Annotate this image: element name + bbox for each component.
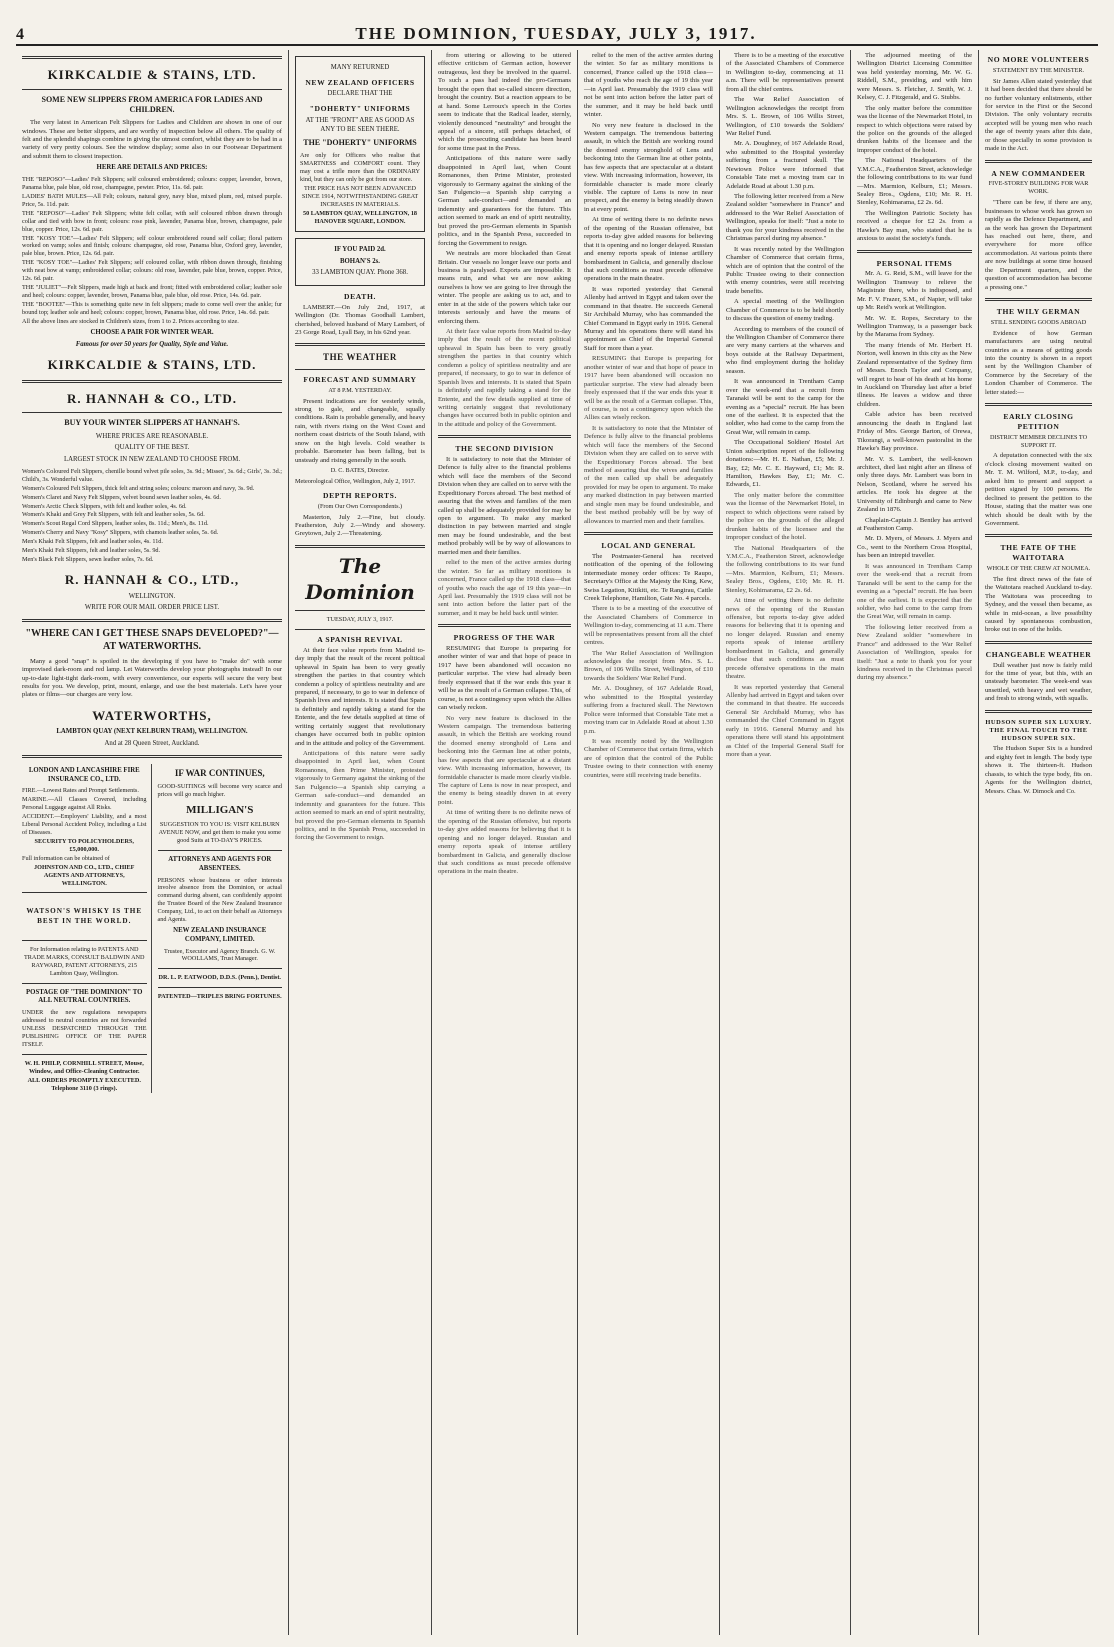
column-4 — [578, 50, 720, 1635]
waterworths-address: LAMBTON QUAY (NEXT KELBURN TRAM), WELLINGTON. — [56, 728, 248, 736]
divider — [22, 380, 282, 383]
milligan-ad-title: MILLIGAN'S — [186, 804, 254, 817]
kirkcaldie-item: THE "KOSY TOE"—Ladies' Felt Slippers; self colour embroidered round self collar; floral pattern worked on vamp; soles and finish; colours: champagne, old rose, Panama blue, Oxford grey, lavender, pale blue, brown. Price, 12s. 6d. pair. — [22, 234, 282, 258]
doherty-title: THE "DOHERTY" UNIFORMS — [303, 138, 417, 148]
insurance-line: SECURITY TO POLICYHOLDERS, £5,000,000. — [34, 837, 134, 853]
war-article-continued-3: At time of writing there is no definite news of the opening of the Russian offensive, but reports to-day give added reasons for believing that it is opening and no longer delayed. Russian and enemy reports speak of intense artillery bombardment in Galicia, and generally disclose that such conditions as must precede offensive operations in the main theatre. — [584, 216, 713, 283]
kirkcaldie-ad-headline: SOME NEW SLIPPERS FROM AMERICA FOR LADIES AND CHILDREN. — [41, 94, 263, 114]
kirkcaldie-ad-intro: The very latest in American Felt Slippers for Ladies and Children are shown in one of our windows. These are better slippers, and are worthy of inspection below all others. The quality of felt and the splendid shapings combine in giving the utmost comfort, whilst they are to be had in a variety of very pretty colours. See the window display; some also in our Footwear Department and submit them to closest inspection. — [22, 119, 282, 160]
spanish-revival-body: At their face value reports from Madrid to-day imply that the result of the recent political upheaval in Spain has been to very greatly strengthen the parties in that country which condemn a policy of spiritless neutrality and are prepared, if necessary, to go to war in defence of Spanish lives and interests. It is stated that Spain is definitely and rapidly taking a stand for the Entente, and the few details supplied at time of writing certainly suggest that revolutionary changes have occurred both in public opinion and in the attitude and policy of the Government. — [295, 646, 425, 747]
war-article-continued-2: No very new feature is disclosed in the Western campaign. The tremendous battering assault, in which the British are working round the doomed enemy stronghold of Lens and beckoning into the German line at other points, has few aspects that are spectacular at a distant view. With increasing information, however, its formidable character is made more clearly visible. The capture of Lens is now in near prospect, and the enemy is being steadily drawn in at every point. — [584, 121, 713, 213]
divider — [158, 987, 283, 988]
hannah-item: Women's Coloured Felt Slippers, thick felt and string soles; colours: maroon and navy, 3s. 9d. — [22, 484, 255, 492]
divider — [985, 160, 1092, 163]
bottom-ads-grid — [22, 764, 282, 1094]
hannah-ad-headline: BUY YOUR WINTER SLIPPERS AT HANNAH'S. — [64, 418, 240, 428]
personal-item: It was announced in Trentham Camp over the week-end that a recruit from Taranaki will be sent to the camp for the evening as a "special" recruit. He has been one of the earliest. It is expected that the soldier, who had come to the camp from the Great War, will remain in camp. — [857, 562, 972, 621]
hannah-item: Women's Arctic Check Slippers, with felt and leather soles, 4s. 6d. — [22, 502, 187, 510]
progress-of-war-body-3: At time of writing there is no definite news of the opening of the Russian offensive, but reports to-day give added reasons for believing that it is opening and no longer delayed. Russian and enemy reports speak of intense artillery bombardment in Galicia, and generally disclose that such conditions as must precede offensive operations in the main theatre. — [438, 809, 571, 876]
attorneys-ad-body: PERSONS whose business or other interests involve absence from the Dominion, or actual command during absent, can confidently appoint the Trustee Board of the New Zealand Insurance Company, Ltd., to act on their behalf as Attorneys and Agents. — [157, 876, 282, 924]
column-advertisements — [16, 50, 289, 1635]
spanish-revival-continued-4: At their face value reports from Madrid to-day imply that the result of the recent political upheaval in Spain has been to very greatly strengthen the parties in that country which condemn a policy of spiritless neutrality and are prepared, if necessary, to go to war in defence of Spanish lives and interests. It is stated that Spain is definitely and rapidly taking a stand for the Entente, and the few details supplied at time of writing certainly suggest that revolutionary changes have occurred both in public opinion and in the attitude and policy of the Government. — [438, 328, 571, 428]
doherty-line: DECLARE THAT THE — [327, 90, 393, 98]
hudson-heading: HUDSON SUPER SIX LUXURY. THE FINAL TOUCH TO THE HUDSON SUPER SIX. — [985, 718, 1092, 743]
personal-item: Mr. D. Myers, of Messrs. J. Myers and Co., went to the Northern Cross Hospital, has been an intrepid traveller. — [857, 535, 972, 560]
local-item: It was announced in Trentham Camp over the week-end that a recruit from Taranaki will be sent to the camp for the evening as a "special" recruit. He has been one of the earliest. It is expected that the soldier, who had come to the camp from the Great War, will remain in camp. — [726, 378, 844, 436]
insurance-line: MARINE.—All Classes Covered, including Personal Luggage against All Risks. — [22, 796, 147, 812]
insurance-line: FIRE.—Lowest Rates and Prompt Settlements. — [22, 787, 139, 795]
local-item: The War Relief Association of Wellington acknowledges the receipt from Mrs. S. L. Brown, of 106 Willis Street, Wellington, of £10 towards the Soldiers' War Relief Fund. — [726, 96, 844, 137]
local-item: A special meeting of the Wellington Chamber of Commerce is to be held shortly to discuss the question of enemy trading. — [726, 298, 844, 323]
wily-german-heading: THE WILY GERMAN — [996, 307, 1081, 316]
kirkcaldie-ad-details: HERE ARE DETAILS AND PRICES: — [96, 164, 208, 172]
local-item: The National Headquarters of the Y.M.C.A., Featherston Street, acknowledge the following contributions to its war fund—Mrs. Marmion, Kelburn, £1; Messrs. Sealey Bros., Ogdens, £10; Mr. R. H. Stenley, Kohimarama, £2 2s. 6d. — [726, 544, 844, 594]
early-closing-sub: DISTRICT MEMBER DECLINES TO SUPPORT IT. — [989, 433, 1088, 449]
early-closing-body: A deputation connected with the six o'clock closing movement waited on Mr. T. M. Wilford, M.P., to-day, and asked him to present and support a petition signed by 100 persons. He declined to present the petition to the House, stating that the matter was one which should be dealt with by the Government. — [985, 452, 1092, 527]
kirkcaldie-item: THE "KOSY TOE"—Ladies' Felt Slippers; self coloured collar, with ribbon drawn through, finishing with neat bow at vamp; embroidered collar; colours: old rose, lavender, pale blue, brown, copper. Price, 12s. 6d. pair. — [22, 259, 282, 283]
no-more-volunteers-sub: STATEMENT BY THE MINISTER. — [992, 66, 1085, 74]
local-general-body-3: The War Relief Association of Wellington acknowledges the receipt from Mrs. S. L. Brown, of 106 Willis Street, Wellington, of £10 towards the Soldiers' War Relief Fund. — [584, 649, 713, 682]
forecast-heading: FORECAST AND SUMMARY — [303, 374, 417, 384]
local-item: Mr. A. Doughney, of 167 Adelaide Road, who submitted to the Hospital yesterday suffering from a fractured skull. The Newtown Police were informed that Constable Tate met a moving tram car in Adelaide Road at about 1.30 p.m. — [726, 140, 844, 190]
local-item: The Wellington Patriotic Society has received a cheque for £2 2s. from a Hawke's Bay man, who stated that he is anxious to assist the society's funds. — [857, 209, 972, 243]
personal-item: Mr. V. S. Lambert, the well-known architect, died last night after an illness of only three days. Mr. Lambert was born in Nelson, Scotland, where he served his articles. He took his degree at the University of Edinburgh and came to New Zealand in 1876. — [857, 455, 972, 514]
kirkcaldie-item: THE "REPOSO"—Ladies' Felt Slippers; white felt collar, with self coloured ribbon drawn through collar and tied with bow in front; colours: rose pink, lavender, Panama blue, brown, champagne, pale blue, copper. Price, 12s. 6d. pair. — [22, 209, 282, 233]
divider — [985, 534, 1092, 537]
if-war-ad-body: GOOD-SUITINGS will become very scarce and prices will go much higher. — [157, 783, 282, 799]
philp-ad: W. H. PHILP, CORNHILL STREET, Mouse, Window, and Office-Cleaning Contractor. — [24, 1059, 144, 1075]
changeable-weather-heading: CHANGEABLE WEATHER — [985, 649, 1092, 659]
patents-ad: For Information relating to PATENTS AND TRADE MARKS, CONSULT BALDWIN AND RAYWARD, PATENT ATTORNEYS, 215 Lambton Quay, Wellington. — [24, 945, 145, 977]
insurance-line: Full information can be obtained of — [22, 854, 110, 862]
local-general-body-2: There is to be a meeting of the executive of the Associated Chambers of Commerce in Wellington to-day, commencing at 11 a.m. There will be representatives present from all the chief centres. — [584, 605, 713, 647]
column-2 — [289, 50, 432, 1635]
local-general-body: The Postmaster-General has received notification of the opening of the following intermediate money order offices: Te Raupo, Secretary's Office at the Majesty the King, Kew, Swiss Legation, Kitikiti, etc. Te Rangirau, Cattle Creek Telephone, Hamilton, Gate No. 4 parcels. — [584, 552, 713, 602]
death-notice: LAMBERT.—On July 2nd, 1917, at Wellington (Dr. Thomas Goodhall Lambert, cherished, beloved husband of Mary Lambert, of 23 Gorge Road, Lyall Bay, in his 62nd year. — [295, 303, 425, 336]
progress-of-war-body: RESUMING that Europe is preparing for another winter of war and that hope of peace in 1917 have been abandoned will occasion no particular surprise. The view had already been freely expressed that if the war ends this year it will be as the result of a German collapse. This, of course, is not a contingency upon which the Allies can wisely reckon. — [438, 645, 571, 712]
forecast-signature: D. C. BATES, Director. — [330, 467, 390, 475]
bohans-line: BOHAN'S 2s. — [339, 257, 381, 265]
meteorological-office: Meteorological Office, Wellington, July 2, 1917. — [295, 478, 416, 485]
spanish-revival-continued-2: Anticipations of this nature were sadly disappointed in April last, when Count Romanones, then Prime Minister, protested vigorously to Germany against the sinking of the San Fulgencio—a Spanish ship carrying a German safe-conduct—and demanded an indemnity and guarantees for the future. This action seemed to mark an end of spirit neutrality, but proved the pro-German elements in Spanish politics, and in the Spanish Press, succeeded in forcing the Government to resign. — [438, 155, 571, 247]
local-item: It was recently noted by the Wellington Chamber of Commerce that certain firms, which are of opinion that the control of the Public Trustee owing to their connection with enemy countries, were still receiving trade benefits. — [726, 245, 844, 295]
personal-items-heading: PERSONAL ITEMS — [876, 258, 953, 268]
hannah-item: Men's Khaki Felt Slippers, felt and leather soles, 4s. 11d. — [22, 538, 163, 546]
doherty-line: AT THE "FRONT" ARE AS GOOD AS ANY TO BE SEEN THERE. — [305, 116, 415, 133]
forecast-time: AT 8 P.M. YESTERDAY. — [328, 386, 392, 394]
war-article-continued-6: It is satisfactory to note that the Minister of Defence is fully alive to the financial problems which will face the members of the Second Division when they are called on to serve with the Expeditionary Forces abroad. The best method of assuring that the wives and families of the men called up shall be adequately provided for may be open to argument. To make any marked distinction in pay between married and single men may be found undesirable, and the best method probably will be by way of allowances to married men and their families. — [584, 424, 713, 525]
second-division-body-2: relief to the men of the active armies during the winter. So far as military monitions is concerned, France called up the 1918 class—that of youths who reach the age of 19 this year—in April last. Presumably the 1919 class will not be sent into action before the latter part of the summer, and it may be held back until winter. — [438, 559, 571, 617]
divider — [438, 624, 571, 627]
hannah-ad-line: WHERE PRICES ARE REASONABLE. — [95, 432, 209, 440]
war-article-continued: relief to the men of the active armies during the winter. So far as military monitions is concerned, France called up the 1918 class—that of youths who reach the age of 19 this year—in April last. Presumably the 1919 class will not be sent into action before the latter part of the summer, and it may be held back until winter. — [584, 52, 713, 119]
local-item: The adjourned meeting of the Wellington District Licensing Committee was held yesterday morning, Mr. W. G. Riddell, S.M., presiding, and with him were Messrs. S. Fletcher, J. Smith, W. J. Kelsey, C. J. Fitzgerald, and G. Stubbs. — [857, 52, 972, 102]
dominion-date: TUESDAY, JULY 3, 1917. — [326, 616, 394, 624]
kirkcaldie-ad-title: KIRKCALDIE & STAINS, LTD. — [47, 67, 257, 82]
insurance-ad-title: LONDON AND LANCASHIRE FIRE INSURANCE CO., LTD. — [28, 766, 140, 783]
doherty-line: MANY RETURNED — [330, 64, 390, 71]
hudson-body: The Hudson Super Six is a hundred and eighty feet in length. The body type shows it. The thirteen-ft. Hudson chassis, to which the type body, fits on. Agents for the Wellington district, Messrs. Chas. W. Dimock and Co. — [985, 745, 1092, 795]
doherty-line: "DOHERTY" UNIFORMS — [309, 104, 411, 114]
page-number: 4 — [16, 26, 24, 43]
local-item: The National Headquarters of the Y.M.C.A., Featherston Street, acknowledge the following contributions to its war fund—Mrs. Marmion, Kelburn, £1; Messrs. Sealey Bros., Ogdens, £10; Mr. R. H. Stenley, Kohimarama, £2 2s. 6d. — [857, 157, 972, 207]
waterworths-title: WATERWORTHS, — [92, 707, 212, 723]
waitotara-heading: THE FATE OF THE WAITOTARA — [1000, 543, 1077, 563]
kirkcaldie-ad-footer: KIRKCALDIE & STAINS, LTD. — [47, 357, 257, 373]
local-item: The following letter received from a New Zealand soldier "somewhere in France" and addressed to the War Relief Association of Wellington, speaks for itself: "Just a note to thank you for your kindness received in the Christmas parcel during my absence." — [726, 193, 844, 243]
kirkcaldie-item: THE "BOOTEE"—This is something quite new in felt slippers; made to come well over the ankle; fur bound top; leather sole and heel; colours: copper, brown, Panama blue, old rose. Price, 14s. 6d. pair. — [22, 301, 282, 316]
patented-ad: PATENTED—TRIPLES BRING FORTUNES. — [157, 993, 282, 1001]
column-6 — [851, 50, 979, 1635]
divider — [22, 1054, 147, 1055]
trustee-ad: Trustee, Executor and Agency Branch. G. W. WOOLLAMS, Trust Manager. — [164, 947, 276, 963]
spanish-revival-continued: from uttering or allowing to be uttered effective criticism of German action, however outrageous, lest they be involved in the quarrel. To such a pass had indeed the pro-Germans brought the open that so-called sincere direction, brought the country. But a reaction appears to be at hand. Some Lerroux's speech in the Cortes seem to indicate that the Radical leader, sternly, violently denounced "neutrality" and brought the appeal of a sincere, still perhaps detached, of which the prosecuting candidate has been heard for some time past in the Press. — [438, 52, 571, 152]
column-7 — [979, 50, 1098, 1635]
divider — [295, 629, 425, 630]
bohans-line: IF YOU PAID 2d. — [334, 245, 386, 253]
early-closing-heading: EARLY CLOSING PETITION — [1003, 412, 1074, 431]
divider — [985, 710, 1092, 713]
local-item: The only matter before the committee was the license of the Newmarket Hotel, in respect to which objections were raised by the police on the grounds of the alleged drunken habits of the licensee and the improper conduct of the hotel. — [726, 491, 844, 542]
watsons-whisky-ad: WATSON'S WHISKY IS THE BEST IN THE WORLD. — [26, 907, 143, 925]
second-division-heading: THE SECOND DIVISION — [455, 444, 554, 454]
divider — [22, 89, 282, 90]
waterworths-address-2: And at 28 Queen Street, Auckland. — [104, 740, 200, 748]
personal-item: Cable advice has been received announcing the death in England last Friday of Mrs. George Barton, of Orewa, Tikorangi, a well-known pastoralist in the Hawke's Bay province. — [857, 411, 972, 453]
divider — [22, 983, 147, 984]
divider — [295, 610, 425, 611]
insurance-line: JOHNSTON AND CO., LTD., CHIEF AGENTS AND ATTORNEYS, WELLINGTON. — [34, 863, 135, 887]
second-division-body: It is satisfactory to note that the Minister of Defence is fully alive to the financial problems which will face the members of the Second Division when they are called on to serve with the Expeditionary Forces abroad. The best method of assuring that the wives and families of the men called up shall be adequately provided for may be open to argument. To make any marked distinction in pay between married and single men may be found undesirable, and the best method probably will be by way of allowances to married men and their families. — [438, 455, 571, 556]
divider — [22, 412, 282, 413]
personal-item: The many friends of Mr. Herbert H. Norton, well known in this city as the New Zealand representative of the Sydney firm of Messrs. Enoch Taylor and Company, will regret to hear of his death at his home in Auckland on Thursday last after a brief illness. He leaves a widow and three children. — [857, 341, 972, 408]
weather-heading: THE WEATHER — [322, 352, 398, 363]
no-more-volunteers-body: Sir James Allen stated yesterday that it had been decided that there should be no further voluntary enlistments, either for service in the First or the Second Division. The only voluntary recruits accepted will be young men who reach the age of twenty years after this date, or those specially in some provision is made in the Act. — [985, 77, 1092, 153]
local-item: There is to be a meeting of the executive of the Associated Chambers of Commerce in Wellington to-day, commencing at 11 a.m. There will be representatives present from all the chief centres. — [726, 52, 844, 93]
postage-notice-body: UNDER the new regulations newspapers addressed to neutral countries are not forwarded UNLESS DESPATCHED THROUGH THE PUBLISHING OFFICE OF THE PAPER ITSELF. — [22, 1009, 147, 1048]
newspaper-masthead — [16, 22, 1098, 46]
hannah-ad-line: LARGEST STOCK IN NEW ZEALAND TO CHOOSE FROM. — [63, 456, 241, 464]
divider — [857, 250, 972, 253]
divider — [22, 56, 282, 59]
spanish-revival-continued-3: We neutrals are more blockaded than Great Britain. Our vessels no longer leave our ports and business is paralysed. Exports are impossible. It means ruin, and what we are now asking ourselves is how we are going to live through the winter. The people are asking us to act, and to enter in at the side of the powers which take our interests seriously and have the means of enforcing them. — [438, 250, 571, 325]
local-item: The only matter before the committee was the license of the Newmarket Hotel, in respect to which objections were raised by the police on the grounds of the alleged drunken habits of the licensee and the improper conduct of the hotel. — [857, 104, 972, 154]
waitotara-body: The first direct news of the fate of the Waitotara reached Auckland to-day. The Waitotara was proceeding to Sydney, and the vessel then became, as while in mid-ocean, a live possibility caused by spontaneous combustion, broke out in one of the holds. — [985, 575, 1092, 634]
if-war-ad-title: IF WAR CONTINUES, — [174, 767, 265, 778]
column-3 — [432, 50, 578, 1635]
postage-notice-title: POSTAGE OF "THE DOMINION" TO ALL NEUTRAL COUNTRIES. — [26, 988, 143, 1005]
hannah-item: Women's Scout Regal Cord Slippers, leather soles, 8s. 11d.; Men's, 8s. 11d. — [22, 520, 209, 528]
column-5 — [720, 50, 851, 1635]
personal-item: Mr. A. G. Reid, S.M., will leave for the Wellington Tramway to relieve the Magistrate there, who is indisposed, and Mr. F. V. Frazer, S.M., of Napier, will take up Mr. Reid's work at Wellington. — [857, 270, 972, 312]
bohans-ad — [295, 238, 425, 286]
divider — [295, 369, 425, 370]
commandeer-heading: A NEW COMMANDEER — [991, 168, 1086, 178]
dentist-ad: DR. L. P. EATWOOD, D.D.S. (Penn.), Dentist. — [158, 974, 281, 982]
philp-ad-footer: ALL ORDERS PROMPTLY EXECUTED. Telephone 3110 (3 rings). — [27, 1076, 141, 1092]
divider — [295, 545, 425, 548]
kirkcaldie-item: THE "JULIET"—Felt Slippers, made high at back and front; fitted with embroidered collar; leather sole and heel; colours: copper, lavender, brown, Panama blue, pale blue, old rose. Price, 14s. 6d. pair. — [22, 284, 282, 300]
hannah-item: Men's Khaki Felt Slippers, felt and leather soles, 5s. 9d. — [22, 547, 161, 555]
kirkcaldie-children-note: All the above lines are stocked in Children's sizes, from 1 to 2. Prices according to size. — [22, 317, 239, 325]
progress-of-war-heading: PROGRESS OF THE WAR — [453, 633, 556, 643]
attorneys-ad-title: ATTORNEYS AND AGENTS FOR ABSENTEES. — [168, 856, 272, 872]
local-general-body-5: It was recently noted by the Wellington Chamber of Commerce that certain firms, which are of opinion that the control of the Public Trustee owing to their connection with enemy countries, were still receiving trade benefits. — [584, 737, 713, 779]
local-item: According to members of the council of the Wellington Chamber of Commerce there are very many carriers at the wharves and boys outside at the Railway Department, who find employment during the holiday season. — [726, 325, 844, 375]
commandeer-body: "There can be few, if there are any, businesses to whose work has grown so rapidly as the Defence Department, and as the work has grown the Department has reached out here, there, and everywhere for more office accommodation. At various points there are now buildings at some time housed the Department quarters, and the question of accommodation has become a pressing one." — [985, 199, 1092, 291]
depth-reports-heading: DEPTH REPORTS. — [323, 490, 397, 500]
personal-item: Chaplain-Captain J. Bentley has arrived at Featherston Camp. — [857, 516, 972, 533]
bottom-ads-right — [158, 764, 283, 1094]
kirkcaldie-item: THE "REPOSO"—Ladies' Felt Slippers; self coloured embroidered; colours: copper, lavender, brown, Panama blue, pale blue, old rose, champagne, pewter. Price, 11s. 6d. pair. — [22, 175, 282, 191]
death-heading: DEATH. — [344, 291, 376, 301]
newspaper-title: THE DOMINION, TUESDAY, JULY 3, 1917. — [355, 24, 757, 43]
personal-item: Mr. W. E. Ropes, Secretary to the Wellington Tramway, is a passenger back by the Marama from Sydney. — [857, 314, 972, 339]
hannah-ad-title: R. HANNAH & CO., LTD. — [66, 390, 238, 406]
local-general-body-4: Mr. A. Doughney, of 167 Adelaide Road, who submitted to the Hospital yesterday suffering from a fractured skull. The Newtown Police were informed that Constable Tate met a moving tram car in Adelaide Road at about 1.30 p.m. — [584, 685, 713, 735]
hannah-item: Men's Black Felt Slippers, sewn leather soles, 7s. 6d. — [22, 556, 154, 564]
bohans-address: 33 LAMBTON QUAY. Phone 368. — [312, 269, 408, 277]
local-item: It was reported yesterday that General Allenby had arrived in Egypt and taken over the command in that theatre. He succeeds General Sir Archibald Murray, who has commanded the Chief Command in Egypt early in 1916. General Murray and his operations there will stand his appointment as Chief of the Imperial General Staff for more than a year. — [726, 683, 844, 758]
wily-german-body: Evidence of how German manufacturers are using neutral countries as a means of getting goods into the country is shown in a report sent by the Wellington Chamber of Commerce by the Secretary of the London Chamber of Commerce. The letter stated:— — [985, 329, 1092, 396]
page-columns — [16, 50, 1098, 1635]
divider — [22, 892, 147, 893]
divider — [985, 298, 1092, 301]
changeable-weather-body: Dull weather just now is fairly mild for the time of year, but this, with an unsteady barometer. The week-end was unsettled, with heavy and wet weather, and fresh to strong winds, with squalls. — [985, 661, 1092, 703]
doherty-ad — [295, 56, 425, 232]
local-item: The Occupational Soldiers' Hostel Art Union subscription report of the following donations:—Mr. H. E. Nathan, £5; Mr. J. Bay, £2; Mr. C. E. Hayward, £1; Mr. R. Hamilton, Hawkes Bay, £1; Mr. C. Edwards, £1. — [726, 439, 844, 489]
spanish-revival-body-2: Anticipations of this nature were sadly disappointed in April last, when Count Romanones, then Prime Minister, protested vigorously to Germany against the sinking of the San Fulgencio—a Spanish ship carrying a German safe-conduct—and demanded an indemnity and guarantees for the future. This action seemed to mark an end of spirit neutrality, but proved the pro-German elements in Spanish politics, and in the Spanish Press, succeeded in forcing the Government to resign. — [295, 750, 425, 842]
commandeer-sub: FIVE-STOREY BUILDING FOR WAR WORK. — [988, 180, 1089, 196]
doherty-text: Are only for Officers who realise that SMARTNESS and COMFORT count. They may cost a trifle more than the ORDINARY kind, but they can only be got from our store. — [300, 152, 420, 184]
doherty-line: NEW ZEALAND OFFICERS — [305, 77, 415, 87]
depth-reports-sub: (From Our Own Correspondents.) — [317, 502, 403, 510]
doherty-address: 50 LAMBTON QUAY, WELLINGTON, 18 HANOVER SQUARE, LONDON. — [302, 209, 418, 225]
divider — [22, 755, 282, 758]
war-article-continued-4: It was reported yesterday that General Allenby had arrived in Egypt and taken over the command in that theatre. He succeeds General Sir Archibald Murray, who has commanded the Chief Command in Egypt early in 1916. General Murray and his operations there will stand his appointment as Chief of the Imperial General Staff for more than a year. — [584, 285, 713, 352]
kirkcaldie-item: LADIES' BATH MULES—All Felt; colours, natural grey, navy blue, mixed plum, red, mixed purple. Price, 5s. 11d. pair. — [22, 192, 282, 208]
nz-insurance-ad: NEW ZEALAND INSURANCE COMPANY, LIMITED. — [173, 927, 267, 943]
kirkcaldie-famous: Famous for over 50 years for Quality, Style and Value. — [75, 340, 229, 348]
hannah-ad-city: WELLINGTON. — [128, 592, 176, 600]
spanish-revival-heading: A SPANISH REVIVAL — [317, 635, 403, 645]
dominion-nameplate: The Dominion — [305, 553, 415, 604]
waterworths-body: Many a good "snap" is spoiled in the developing if you have to "make do" with some improvised dark-room and red lamp. Let Waterworths develop your photographs instead! In our up-to-date light-tight dark-room, with every convenience, our experts will secure the very best results for you. We develop, print, mount, enlarge, and use the best materials. Let's have your plates or films—our charges are very low. — [22, 657, 282, 699]
war-article-continued-5: RESUMING that Europe is preparing for another winter of war and that hope of peace in 1917 have been abandoned will occasion no particular surprise. The view had already been freely expressed that if the war ends this year it will be as the result of a German collapse. This, of course, is not a contingency upon which the Allies can wisely reckon. — [584, 355, 713, 422]
hannah-item: Women's Coloured Felt Slippers, chenille bound velvet pile soles, 3s. 9d.; Misses', 3s. 6d.; Girls', 3s. 3d.; Child's, 3s. Wonderful value. — [22, 467, 282, 483]
divider — [584, 532, 713, 535]
hannah-item: Women's Claret and Navy Felt Slippers, velvet bound sewn leather soles, 4s. 6d. — [22, 493, 221, 501]
hannah-item: Women's Cherry and Navy "Kosy" Slippers, with chamois leather soles, 5s. 6d. — [22, 529, 219, 537]
hannah-ad-write: WRITE FOR OUR MAIL ORDER PRICE LIST. — [84, 604, 220, 612]
divider — [22, 940, 147, 941]
depth-reports-body: Masterton, July 2.—Fine, but cloudy. Featherston, July 2.—Windy and showery. Greytown, July 2.—Threatening. — [295, 513, 425, 538]
local-general-heading: LOCAL AND GENERAL — [601, 541, 696, 551]
local-item: At time of writing there is no definite news of the opening of the Russian offensive, but reports to-day give added reasons for believing that it is opening and no longer delayed. Russian and enemy reports speak of intense artillery bombardment in Galicia, and generally disclose that such conditions as must precede offensive operations in the main theatre. — [726, 597, 844, 681]
divider — [158, 850, 283, 851]
doherty-price-note: THE PRICE HAS NOT BEEN ADVANCED SINCE 1914, NOTWITHSTANDING GREAT INCREASES IN MATERIALS. — [301, 185, 419, 209]
personal-item: The following letter received from a New Zealand soldier "somewhere in France" and addressed to the War Relief Association of Wellington, speaks for itself: "Just a note to thank you for your kindness received in the Christmas parcel during my absence." — [857, 623, 972, 682]
milligan-ad-body: SUGGESTION TO YOU IS: VISIT KELBURN AVENUE NOW, and get them to make you some good Suits at TO-DAY'S PRICES. — [158, 821, 281, 845]
divider — [438, 435, 571, 438]
waterworths-headline: "WHERE CAN I GET THESE SNAPS DEVELOPED?"—AT WATERWORTHS. — [25, 628, 279, 652]
hannah-ad-footer: R. HANNAH & CO., LTD., — [64, 572, 240, 588]
divider — [985, 403, 1092, 406]
divider — [22, 619, 282, 622]
waitotara-sub: WHOLE OF THE CREW AT NOUMEA. — [986, 564, 1091, 572]
divider — [295, 343, 425, 346]
bottom-ads-left — [22, 764, 152, 1094]
hannah-item: Women's Khaki and Grey Felt Slippers, with felt and leather soles, 5s. 6d. — [22, 511, 205, 519]
insurance-line: ACCIDENT.—Employers' Liability, and a most Liberal Personal Accident Policy, including a List of Diseases. — [22, 813, 147, 836]
no-more-volunteers-heading: NO MORE VOLUNTEERS — [987, 55, 1090, 64]
hannah-ad-line: QUALITY OF THE BEST. — [114, 444, 190, 452]
kirkcaldie-choose: CHOOSE A PAIR FOR WINTER WEAR. — [90, 328, 214, 336]
divider — [158, 968, 283, 969]
forecast-body: Present indications are for westerly winds, strong to gale, and changeable, squally conditions. Rain is probable generally, and heavy rain, with rivers rising on the West Coast and northern coast districts of the South Island, with snow on the high levels. Cold weather is probable. Barometer has been falling, but is unsteady and rising generally in the south. — [295, 397, 425, 464]
divider — [985, 641, 1092, 644]
wily-german-sub: STILL SENDING GOODS ABROAD — [990, 318, 1087, 326]
progress-of-war-body-2: No very new feature is disclosed in the Western campaign. The tremendous battering assault, in which the British are working round the doomed enemy stronghold of Lens and beckoning into the German line at other points, has few aspects that are spectacular at a distant view. With increasing information, however, its formidable character is made more clearly visible. The capture of Lens is now in near prospect, and the enemy is being steadily drawn in at every point. — [438, 714, 571, 806]
